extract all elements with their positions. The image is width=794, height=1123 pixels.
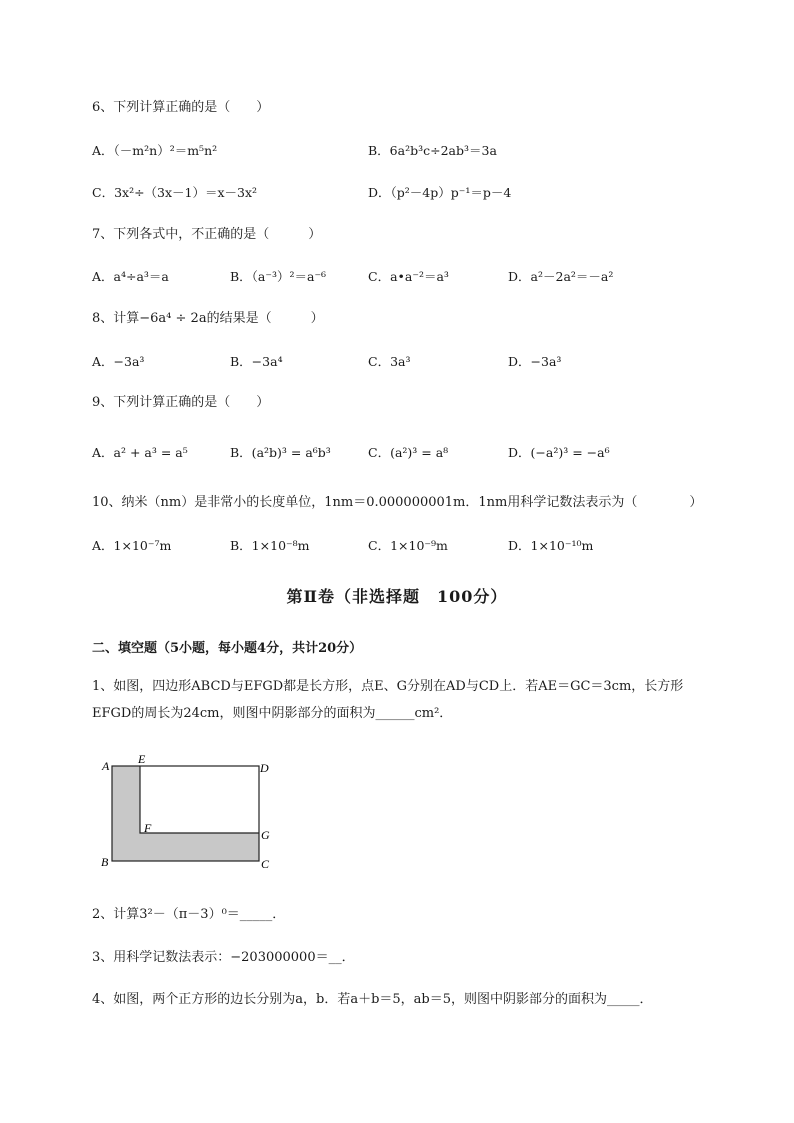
- fill4-text: 4、如图，两个正方形的边长分别为a，b．若a＋b＝5，ab＝5，则图中阴影部分的面积为_____．: [92, 992, 653, 1007]
- q9-stem: 9、下列计算正确的是（ ）: [92, 395, 270, 410]
- fill1-line1: 1、如图，四边形ABCD与EFGD都是长方形，点E、G分别在AD与CD上．若AE＝GC＝3cm，长方形: [92, 679, 684, 694]
- label-f: F: [144, 821, 152, 835]
- q6-option-a: A．（－m²n）²＝m⁵n²: [92, 143, 218, 158]
- q7-option-a: A．a⁴÷a³＝a: [92, 269, 169, 284]
- q9-option-a: A．a² + a³ = a⁵: [92, 445, 188, 460]
- q9-option-d: D．(−a²)³ = −a⁶: [508, 445, 610, 460]
- q7-option-d: D．a²－2a²＝－a²: [508, 269, 614, 284]
- label-e: E: [138, 752, 146, 766]
- part-two-title: 第Ⅱ卷（非选择题 100分）: [286, 587, 508, 606]
- q8-option-c: C．3a³: [368, 354, 411, 369]
- q7-option-c: C．a•a⁻²＝a³: [368, 269, 449, 284]
- q9-option-b: B．(a²b)³ = a⁶b³: [230, 445, 331, 460]
- q10-stem: 10、纳米（nm）是非常小的长度单位，1nm＝0.000000001m．1nm用科学记数法表示为（ ）: [92, 495, 703, 510]
- q7-stem: 7、下列各式中，不正确的是（ ）: [92, 227, 322, 242]
- q8-option-d: D．−3a³: [508, 354, 562, 369]
- label-b: B: [101, 855, 109, 869]
- fill2-text: 2、计算3²－（π－3）⁰＝_____．: [92, 907, 286, 922]
- label-g: G: [261, 828, 270, 842]
- q6-option-d: D．（p²－4p）p⁻¹＝p－4: [368, 185, 512, 200]
- q10-option-d: D．1×10⁻¹⁰m: [508, 538, 594, 553]
- rectangle-figure: [96, 752, 286, 874]
- label-c: C: [261, 857, 270, 871]
- q6-option-b: B．6a²b³c÷2ab³＝3a: [368, 143, 497, 158]
- q8-option-a: A．−3a³: [92, 354, 145, 369]
- q8-stem: 8、计算−6a⁴ ÷ 2a的结果是（ ）: [92, 311, 324, 326]
- fill3-text: 3、用科学记数法表示：−203000000＝__．: [92, 950, 355, 965]
- fill-blank-section-heading: 二、填空题（5小题，每小题4分，共计20分）: [92, 641, 363, 656]
- q8-option-b: B．−3a⁴: [230, 354, 283, 369]
- q6-stem: 6、下列计算正确的是（ ）: [92, 100, 270, 115]
- label-d: D: [260, 761, 269, 775]
- q9-option-c: C．(a²)³ = a⁸: [368, 445, 449, 460]
- q7-option-b: B．（a⁻³）²＝a⁻⁶: [230, 269, 327, 284]
- q10-option-a: A．1×10⁻⁷m: [92, 538, 172, 553]
- rectangle-efgd-edges: [140, 766, 259, 833]
- q6-option-c: C．3x²÷（3x－1）＝x－3x²: [92, 185, 258, 200]
- fill1-line2: EFGD的周长为24cm，则图中阴影部分的面积为______cm²．: [92, 706, 453, 721]
- shaded-region: [112, 766, 259, 861]
- q10-option-b: B．1×10⁻⁸m: [230, 538, 310, 553]
- label-a: A: [102, 759, 110, 773]
- q10-option-c: C．1×10⁻⁹m: [368, 538, 448, 553]
